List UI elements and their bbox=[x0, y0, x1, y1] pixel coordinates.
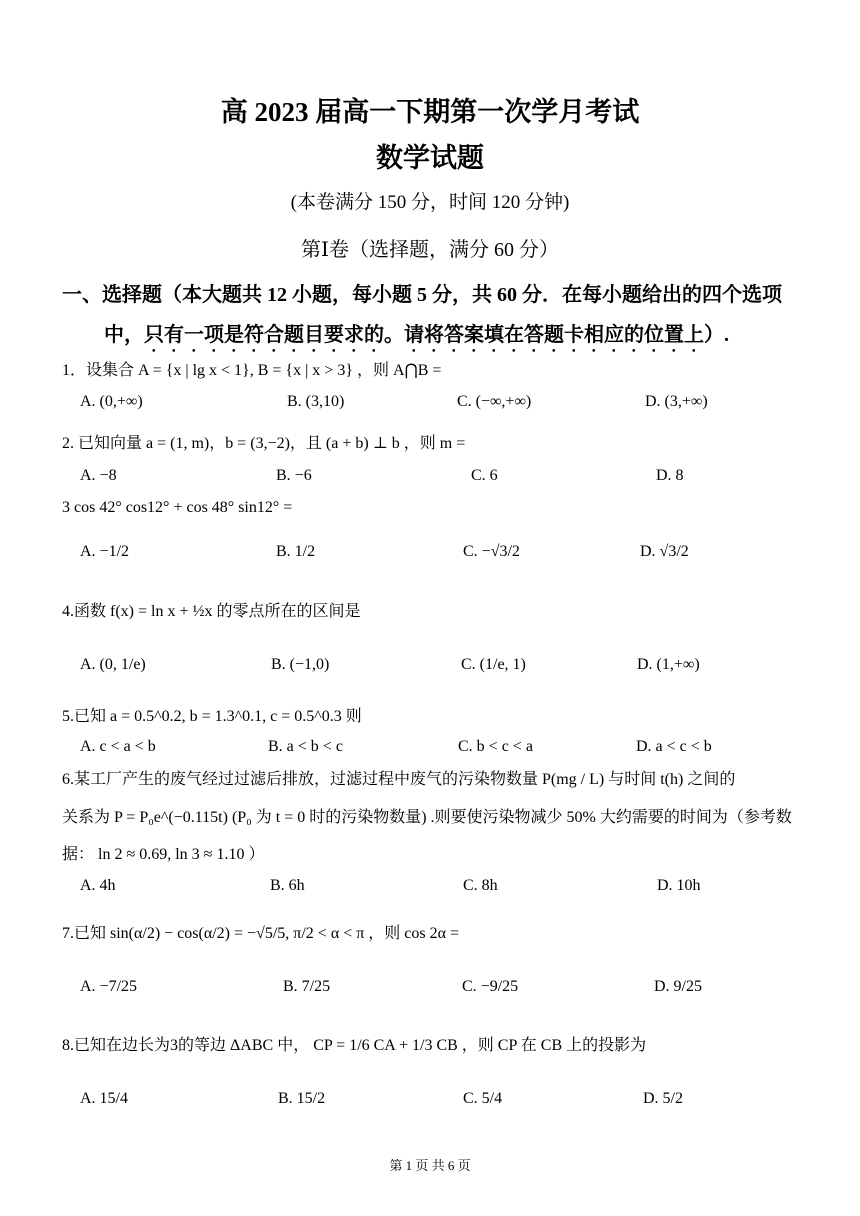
question-8-option-c: C. 5/4 bbox=[463, 1090, 503, 1107]
question-8-stem: 8.已知在边长为3的等边 ΔABC 中， CP = 1/6 CA + 1/3 CB ，则 CP 在 CB 上的投影为 bbox=[62, 1037, 647, 1054]
question-3-option-d: D. √3/2 bbox=[640, 543, 689, 560]
question-3-option-c: C. −√3/2 bbox=[463, 543, 520, 560]
exam-info: (本卷满分 150 分，时间 120 分钟) bbox=[290, 192, 570, 213]
question-5-option-c: C. b < c < a bbox=[458, 738, 533, 755]
question-6-option-c: C. 8h bbox=[463, 877, 498, 894]
question-7-stem: 7.已知 sin(α/2) − cos(α/2) = −√5/5, π/2 < α < π ，则 cos 2α = bbox=[62, 925, 460, 942]
question-4-stem: 4.函数 f(x) = ln x + ½x 的零点所在的区间是 bbox=[62, 603, 361, 620]
question-5-stem: 5.已知 a = 0.5^0.2, b = 1.3^0.1, c = 0.5^0.3 则 bbox=[62, 708, 362, 725]
question-7-option-a: A. −7/25 bbox=[80, 978, 138, 995]
question-1-option-a: A. (0,+∞) bbox=[80, 393, 143, 410]
section-heading-line2: 中，只有一项是符合题目要求的。请将答案填在答题卡相应的位置上）. bbox=[104, 324, 729, 346]
question-7-option-b: B. 7/25 bbox=[283, 978, 331, 995]
question-2-option-b: B. −6 bbox=[276, 467, 312, 484]
question-3-option-b: B. 1/2 bbox=[276, 543, 316, 560]
question-5-option-b: B. a < b < c bbox=[268, 738, 343, 755]
question-3-option-a: A. −1/2 bbox=[80, 543, 130, 560]
question-6-line3: 据： ln 2 ≈ 0.69, ln 3 ≈ 1.10 ） bbox=[62, 846, 265, 863]
question-5-option-d: D. a < c < b bbox=[636, 738, 712, 755]
page-footer: 第 1 页 共 6 页 bbox=[389, 1158, 471, 1173]
exam-subtitle: 数学试题 bbox=[376, 143, 484, 173]
question-2-stem: 2. 已知向量 a = (1, m)，b = (3,−2)，且 (a + b) ⊥ b ，则 m = bbox=[62, 435, 466, 452]
question-1-option-d: D. (3,+∞) bbox=[645, 393, 708, 410]
question-5-option-a: A. c < a < b bbox=[80, 738, 156, 755]
question-7-option-d: D. 9/25 bbox=[654, 978, 702, 995]
exam-title: 高 2023 届高一下期第一次学月考试 bbox=[220, 97, 640, 127]
question-8-option-a: A. 15/4 bbox=[80, 1090, 128, 1107]
question-4-option-d: D. (1,+∞) bbox=[637, 656, 700, 673]
question-2-option-c: C. 6 bbox=[471, 467, 498, 484]
question-6-option-b: B. 6h bbox=[270, 877, 305, 894]
question-2-option-a: A. −8 bbox=[80, 467, 117, 484]
question-8-option-b: B. 15/2 bbox=[278, 1090, 326, 1107]
question-6-line2: 关系为 P = P₀e^(−0.115t) (P₀ 为 t = 0 时的污染物数量) .则要使污染物减少 50% 大约需要的时间为（参考数 bbox=[62, 809, 792, 826]
question-4-option-a: A. (0, 1/e) bbox=[80, 656, 146, 673]
question-4-option-c: C. (1/e, 1) bbox=[461, 656, 526, 673]
question-4-option-b: B. (−1,0) bbox=[271, 656, 330, 673]
question-7-option-c: C. −9/25 bbox=[462, 978, 519, 995]
question-8-option-d: D. 5/2 bbox=[643, 1090, 683, 1107]
question-6-line1: 6.某工厂产生的废气经过过滤后排放，过滤过程中废气的污染物数量 P(mg / L) 与时间 t(h) 之间的 bbox=[62, 771, 736, 788]
question-6-option-a: A. 4h bbox=[80, 877, 116, 894]
question-2-option-d: D. 8 bbox=[656, 467, 684, 484]
question-1-stem: 1．设集合 A = {x | lg x < 1}, B = {x | x > 3} ，则 A⋂B = bbox=[62, 362, 442, 379]
question-3-stem: 3 cos 42° cos12° + cos 48° sin12° = bbox=[62, 499, 293, 516]
question-1-option-b: B. (3,10) bbox=[287, 393, 345, 410]
question-1-option-c: C. (−∞,+∞) bbox=[457, 393, 532, 410]
emphasized-instruction: 只有一项是符合题目要求的。请将答案填在答题卡相应的位置上 bbox=[144, 324, 704, 346]
section-heading-line1: 一、选择题（本大题共 12 小题，每小题 5 分，共 60 分．在每小题给出的四个选项 bbox=[62, 284, 782, 306]
volume-heading: 第Ⅰ卷（选择题，满分 60 分） bbox=[301, 239, 559, 261]
question-6-option-d: D. 10h bbox=[657, 877, 701, 894]
